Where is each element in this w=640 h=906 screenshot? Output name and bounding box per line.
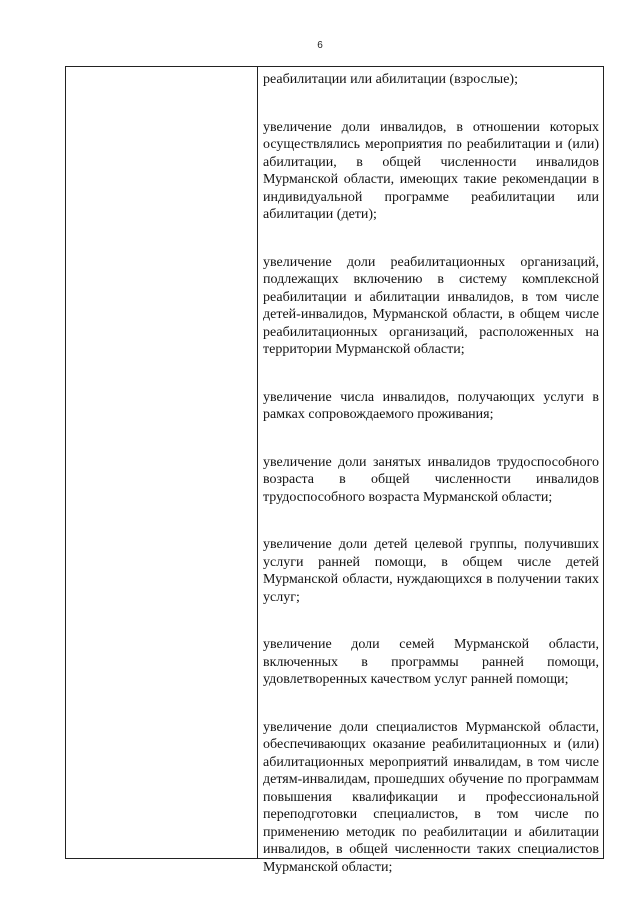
column-divider xyxy=(257,67,258,858)
right-column-cell xyxy=(263,71,599,906)
paragraph: увеличение доли реабилитационных организаций, подлежащих включению в систему комплексной реабилитации и абилитации инвалидов, в том числе детей-инвалидов, Мурманской области, в общем числе реабилитационных организаций, расположенных на территории Мурманской области; xyxy=(263,254,599,357)
paragraph: увеличение доли детей целевой группы, получивших услуги ранней помощи, в общем числе детей Мурманской области, нуждающихся в получении таких услуг; xyxy=(263,537,599,605)
paragraph: увеличение доли специалистов Мурманской области, обеспечивающих оказание реабилитационных и (или) абилитационных мероприятий инвалидам, в том числе детям-инвалидам, прошедших обучение по программам повышения квалификации и профессиональной переподготовки специалистов, в том числе по применению методик по реабилитации и абилитации инвалидов, в общей численности таких специалистов Мурманской области; xyxy=(263,719,599,875)
paragraph: увеличение доли семей Мурманской области, включенных в программы ранней помощи, удовлетворенных качеством услуг ранней помощи; xyxy=(263,637,599,687)
page-number: 6 xyxy=(317,40,323,51)
paragraph: увеличение доли инвалидов, в отношении которых осуществлялись мероприятия по реабилитации и (или) абилитации, в общей численности инвалидов Мурманской области, имеющих такие рекомендации в индивидуальной программе реабилитации или абилитации (дети); xyxy=(263,119,599,222)
paragraph: реабилитации или абилитации (взрослые); xyxy=(263,72,518,87)
document-table xyxy=(65,66,604,875)
paragraph: увеличение числа инвалидов, получающих услуги в рамках сопровождаемого проживания; xyxy=(263,389,599,422)
paragraph: увеличение доли занятых инвалидов трудоспособного возраста в общей численности инвалидов трудоспособного возраста Мурманской области; xyxy=(263,454,599,505)
